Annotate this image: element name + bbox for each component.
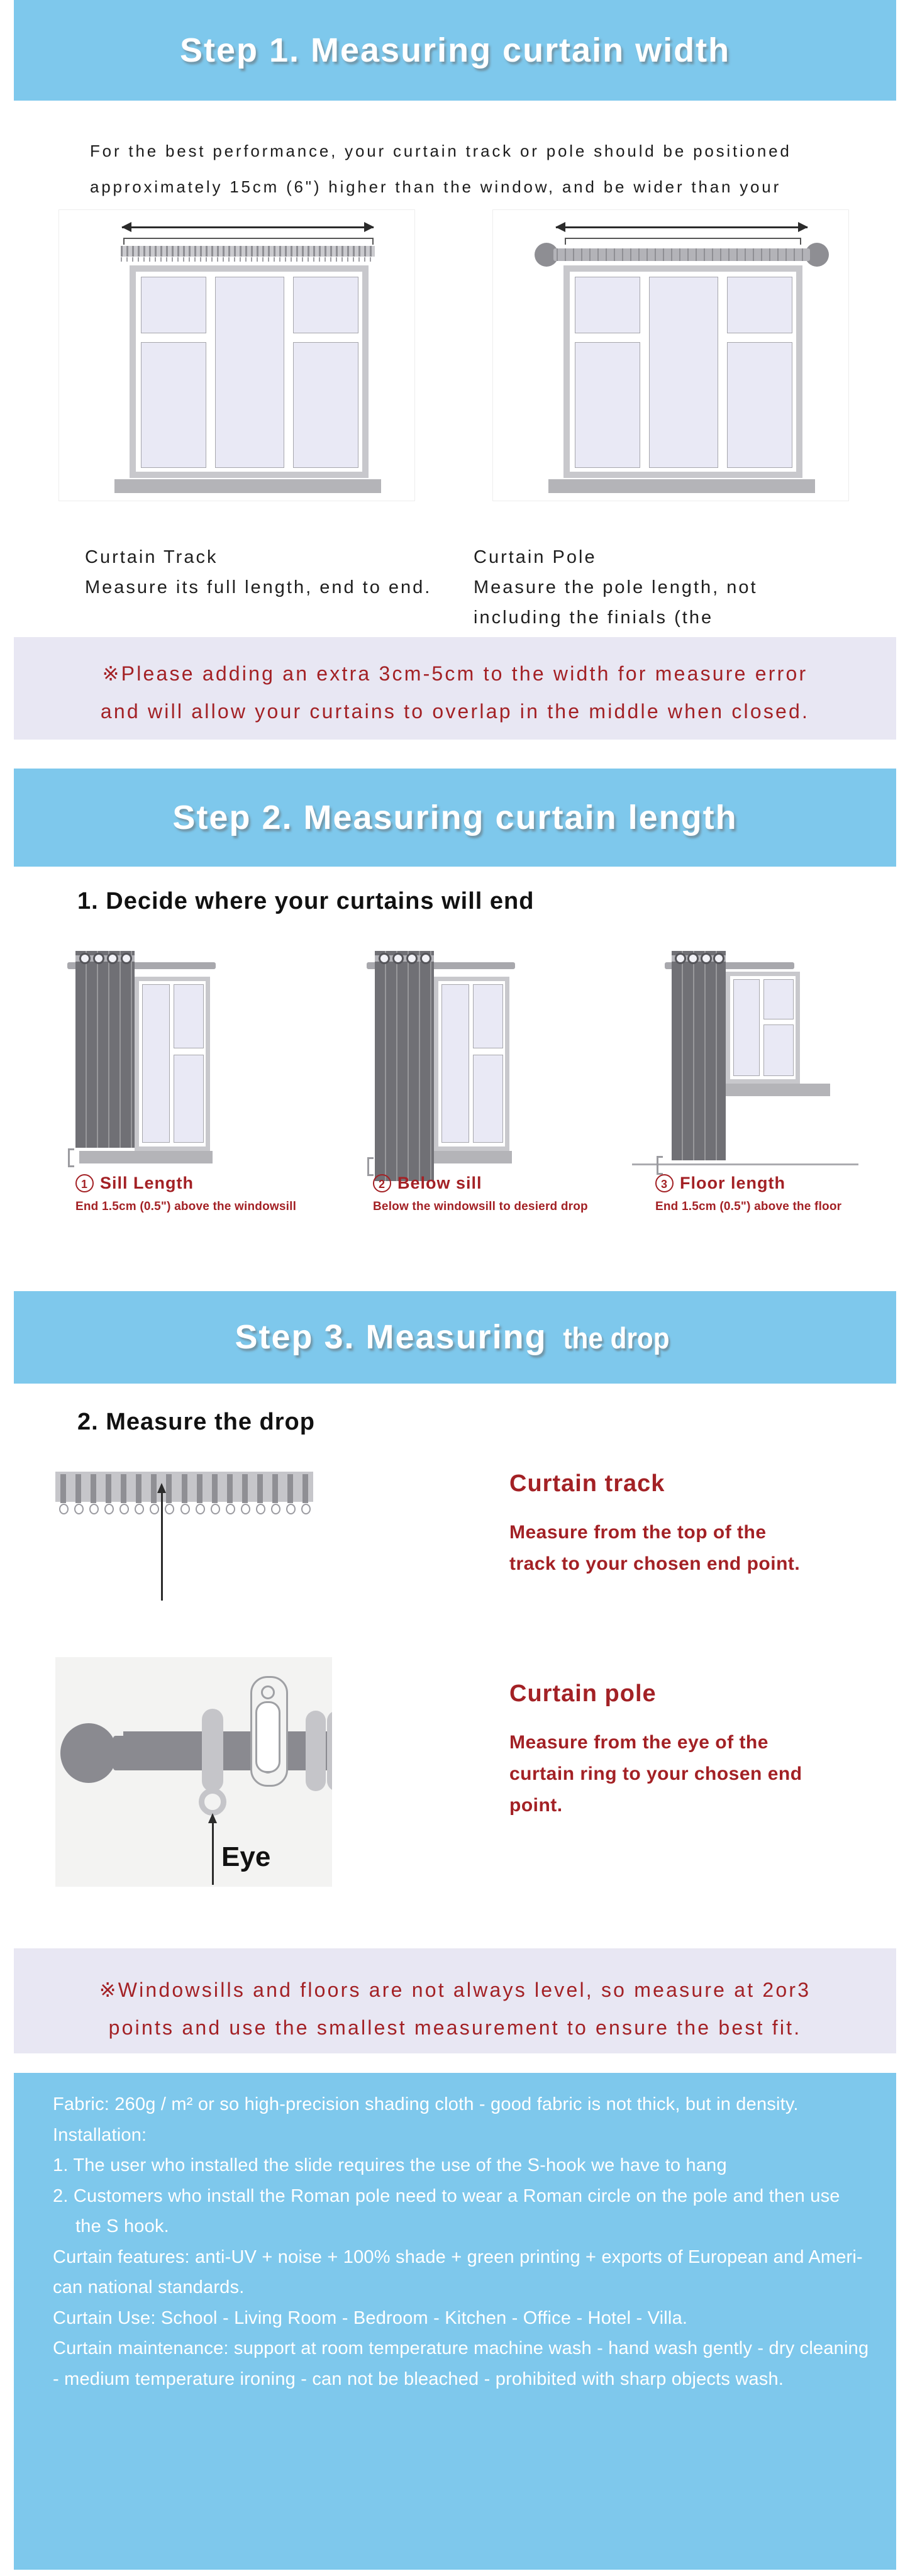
intro-line-1: For the best performance, your curtain track or pole should be positioned — [90, 142, 792, 160]
grommet-icon — [701, 953, 712, 964]
window-graphic — [135, 977, 210, 1151]
window-graphic — [726, 972, 800, 1084]
footer-line: Installation: — [53, 2124, 147, 2145]
curtain-pole-diagram — [492, 209, 849, 501]
window-pane — [441, 984, 469, 1143]
end-point-mark — [657, 1156, 663, 1175]
grommet-icon — [79, 953, 91, 964]
track-instruction-line1: Measure from the top of the — [509, 1522, 767, 1543]
footer-line: Curtain Use: School - Living Room - Bedroom - Kitchen - Office - Hotel - Villa. — [53, 2307, 688, 2328]
glider-icon — [302, 1474, 308, 1514]
curtain-pole-label: Curtain pole — [509, 1680, 657, 1707]
curtain-pole-instructions — [509, 1727, 802, 1821]
option2-desc: Below the windowsill to desierd drop — [373, 1200, 588, 1213]
end-point-mark — [68, 1148, 74, 1167]
note-line-1: ※Windowsills and floors are not always level, so measure at 2or3 — [99, 1979, 811, 2001]
window-pane — [727, 277, 792, 333]
glider-icon — [182, 1474, 187, 1514]
footer-line: can national standards. — [53, 2277, 245, 2297]
curtain-track-bar — [121, 246, 375, 257]
curtain-track-instructions — [509, 1517, 800, 1580]
curtain-ring — [306, 1711, 326, 1791]
step1-banner — [14, 0, 896, 101]
window-pane — [473, 984, 503, 1048]
window-inner — [139, 981, 206, 1146]
option1-title-text: Sill Length — [100, 1174, 194, 1192]
pole-instruction-line3: point. — [509, 1795, 563, 1816]
glider-icon — [272, 1474, 278, 1514]
curtain-pole-graphic — [55, 1657, 332, 1887]
glider-icon — [166, 1474, 172, 1514]
window-pane — [141, 342, 206, 468]
grommet-icon — [687, 953, 699, 964]
step2-heading: 1. Decide where your curtains will end — [77, 888, 535, 914]
window-graphic — [130, 265, 369, 478]
curtain-track-caption-body: Measure its full length, end to end. — [85, 577, 432, 597]
curtain-ring — [327, 1711, 332, 1791]
step2-banner-title: Step 2. Measuring curtain length — [172, 799, 738, 836]
window-pane — [649, 277, 718, 468]
circled-number-icon: 1 — [75, 1174, 94, 1192]
pole-finial-ball — [60, 1723, 117, 1783]
circled-number-icon: 2 — [373, 1174, 391, 1192]
width-arrow-icon — [556, 226, 807, 228]
grommet-icon — [93, 953, 104, 964]
window-pane — [763, 979, 794, 1019]
step1-intro-text — [90, 133, 907, 205]
curtain-ring — [202, 1709, 223, 1792]
measure-bracket — [565, 238, 801, 245]
pole-instruction-line1: Measure from the eye of the — [509, 1732, 769, 1753]
window-pane — [141, 277, 206, 333]
glider-icon — [121, 1474, 126, 1514]
option3-desc: End 1.5cm (0.5") above the floor — [655, 1200, 842, 1213]
width-arrow-icon — [122, 226, 374, 228]
curtain-pole-caption-body2: including the finials (the — [474, 608, 714, 628]
glider-icon — [106, 1474, 111, 1514]
step2-banner — [14, 769, 896, 867]
curtain-track-caption-title: Curtain Track — [85, 547, 218, 567]
glider-icon — [151, 1474, 157, 1514]
step3-heading: 2. Measure the drop — [77, 1409, 315, 1435]
step1-note — [14, 637, 896, 740]
window-pane — [733, 979, 760, 1076]
curtain-pole-caption-title: Curtain Pole — [474, 547, 597, 567]
footer-line: Curtain features: anti-UV + noise + 100% shade + green printing + exports of European and Ameri- — [53, 2246, 863, 2267]
curtain-floor-length — [672, 951, 726, 1160]
circled-number-icon: 3 — [655, 1174, 674, 1192]
intro-line-2: approximately 15cm (6") higher than the window, and be wider than your — [90, 177, 782, 196]
glider-icon — [287, 1474, 293, 1514]
drop-arrow-icon — [161, 1492, 163, 1601]
option2-title-text: Below sill — [397, 1174, 482, 1192]
option1-title — [75, 1174, 194, 1193]
window-inner — [136, 272, 362, 472]
eye-label: Eye — [221, 1841, 271, 1872]
window-graphic — [434, 977, 509, 1151]
window-inner — [730, 976, 796, 1079]
bracket-screw-icon — [261, 1685, 275, 1699]
curtain-sill-length — [75, 951, 135, 1148]
eye-pointer-arrow-icon — [212, 1822, 214, 1885]
curtain-track-label: Curtain track — [509, 1470, 665, 1497]
step1-banner-title: Step 1. Measuring curtain width — [179, 31, 731, 69]
footer-line: the S hook. — [75, 2216, 169, 2236]
footer-line: 1. The user who installed the slide requires the use of the S-hook we have to hang — [53, 2155, 727, 2175]
windowsill — [722, 1084, 830, 1096]
window-pane — [575, 277, 640, 333]
grommet-icon — [392, 953, 404, 964]
step3-banner — [14, 1291, 896, 1384]
ring-eye-icon — [199, 1788, 226, 1816]
glider-icon — [91, 1474, 96, 1514]
option1-desc: End 1.5cm (0.5") above the windowsill — [75, 1200, 297, 1213]
note-line-1: ※Please adding an extra 3cm-5cm to the width for measure error — [102, 662, 808, 685]
glider-icon — [212, 1474, 218, 1514]
grommet-icon — [406, 953, 418, 964]
glider-icon — [60, 1474, 66, 1514]
curtain-below-sill — [375, 951, 434, 1181]
track-hooks — [121, 257, 375, 262]
option2-title — [373, 1174, 482, 1193]
window-inner — [570, 272, 796, 472]
window-pane — [727, 342, 792, 468]
curtain-pole-bar — [553, 248, 810, 261]
option3-title-text: Floor length — [680, 1174, 785, 1192]
grommet-icon — [107, 953, 118, 964]
window-pane — [174, 1055, 204, 1143]
window-pane — [575, 342, 640, 468]
grommet-icon — [420, 953, 431, 964]
measure-bracket — [123, 238, 374, 245]
footer-text-block — [14, 2073, 896, 2394]
floor-line — [632, 1163, 858, 1165]
window-graphic — [563, 265, 802, 478]
glider-icon — [227, 1474, 233, 1514]
glider-icon — [242, 1474, 248, 1514]
curtain-track-diagram — [58, 209, 415, 501]
pole-bar — [123, 1731, 332, 1770]
grommet-icon — [713, 953, 724, 964]
window-pane — [142, 984, 170, 1143]
windowsill — [79, 1151, 213, 1163]
note-line-2: and will allow your curtains to overlap in the middle when closed. — [100, 700, 810, 723]
curtain-pole-caption-body1: Measure the pole length, not — [474, 577, 758, 597]
glider-icon — [257, 1474, 263, 1514]
pole-instruction-line2: curtain ring to your chosen end — [509, 1763, 802, 1784]
footer-line: Fabric: 260g / m² or so high-precision shading cloth - good fabric is not thick, but in density. — [53, 2094, 799, 2114]
windowsill — [114, 479, 381, 493]
step3-banner-suffix: the drop — [562, 1321, 670, 1355]
window-pane — [293, 342, 358, 468]
step3-banner-title: Step 3. Measuring — [235, 1318, 547, 1356]
grommet-icon — [121, 953, 132, 964]
glider-icon — [136, 1474, 141, 1514]
windowsill — [548, 479, 815, 493]
footer-line: 2. Customers who install the Roman pole need to wear a Roman circle on the pole and then use — [53, 2185, 840, 2206]
track-gliders — [60, 1474, 308, 1514]
window-pane — [215, 277, 284, 468]
window-inner — [438, 981, 505, 1146]
grommet-icon — [379, 953, 390, 964]
footer-line: - medium temperature ironing - can not be bleached - prohibited with sharp objects wash. — [53, 2368, 784, 2389]
product-details-footer — [14, 2073, 896, 2570]
window-pane — [293, 277, 358, 333]
window-pane — [174, 984, 204, 1048]
note-line-2: points and use the smallest measurement to ensure the best fit. — [108, 2016, 802, 2039]
glider-icon — [75, 1474, 81, 1514]
track-instruction-line2: track to your chosen end point. — [509, 1553, 801, 1574]
grommet-icon — [675, 953, 686, 964]
bracket-capsule — [255, 1701, 280, 1773]
option3-title — [655, 1174, 785, 1193]
window-pane — [763, 1024, 794, 1076]
glider-icon — [197, 1474, 203, 1514]
window-pane — [473, 1055, 503, 1143]
step3-note — [14, 1948, 896, 2053]
footer-line: Curtain maintenance: support at room temperature machine wash - hand wash gently - dry cleaning — [53, 2338, 869, 2358]
